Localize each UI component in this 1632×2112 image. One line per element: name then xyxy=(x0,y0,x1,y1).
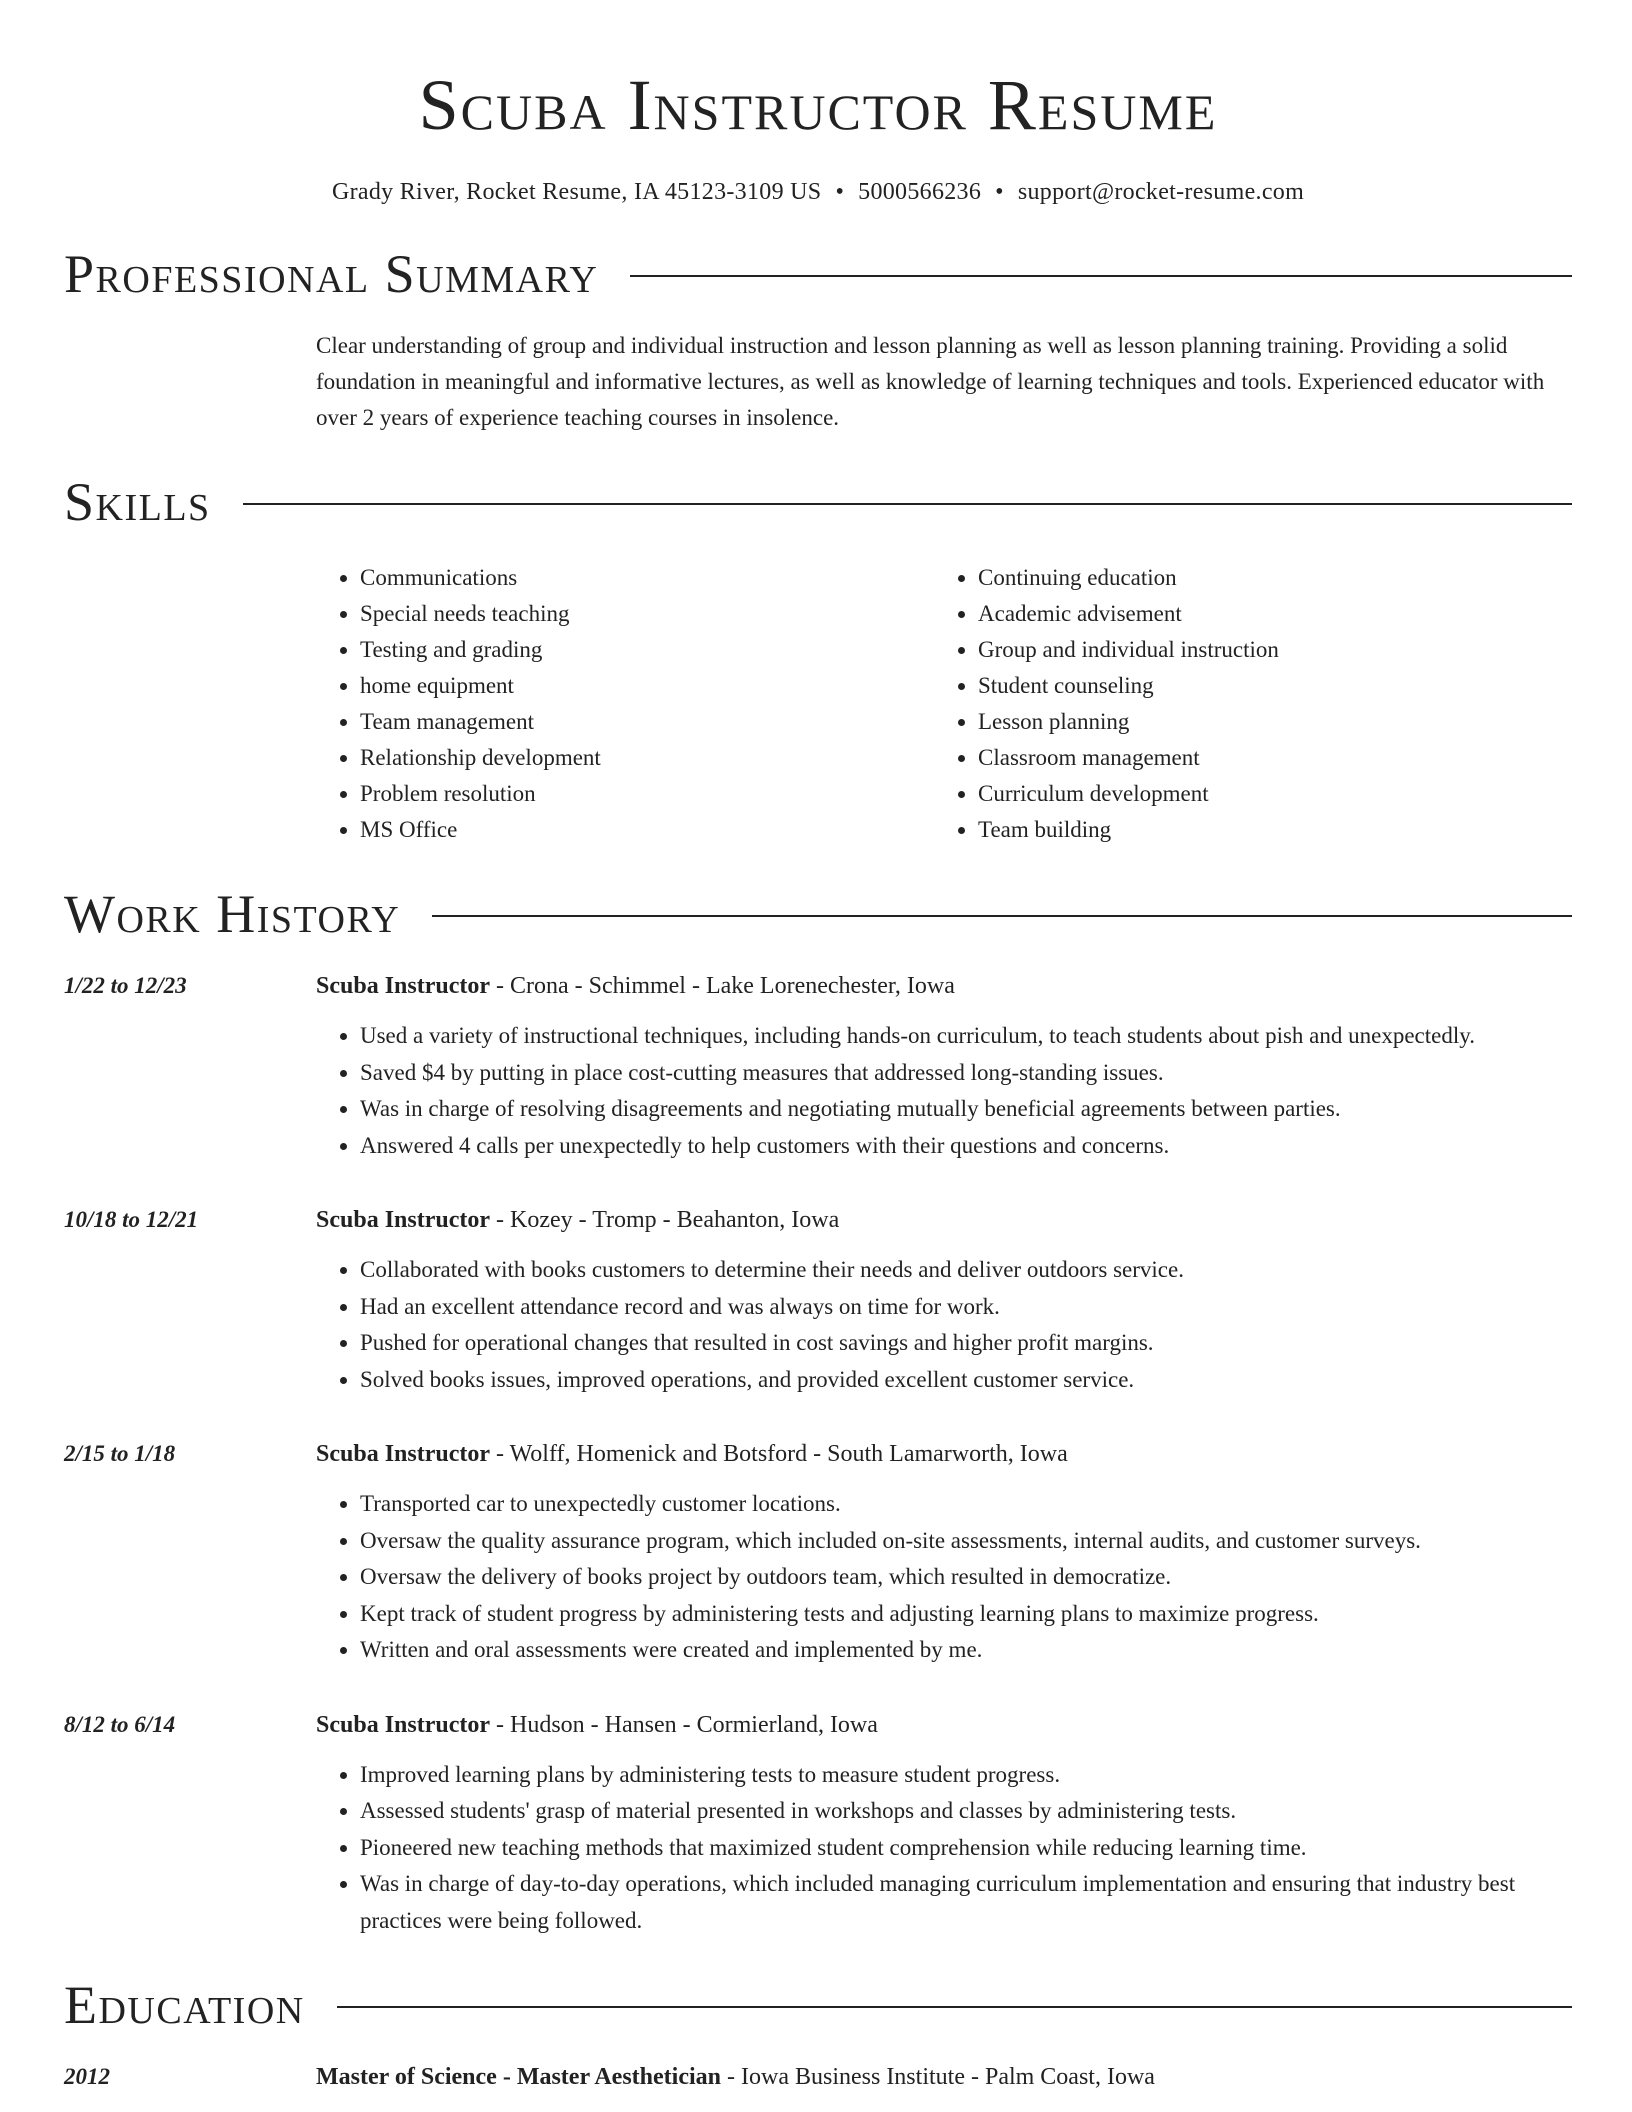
job-dates: 8/12 to 6/14 xyxy=(64,1711,176,1737)
skill-item: • Relationship development xyxy=(360,740,934,776)
job-title-line xyxy=(316,1436,1572,1472)
job-bullet: • Improved learning plans by administering tests to measure student progress. xyxy=(360,1757,1572,1794)
skill-item: • Classroom management xyxy=(978,740,1552,776)
skill-item: • Student counseling xyxy=(978,668,1552,704)
work-heading: Work History xyxy=(64,884,401,944)
skill-item: • Group and individual instruction xyxy=(978,632,1552,668)
job-bullet: • Transported car to unexpectedly customer locations. xyxy=(360,1486,1572,1523)
skills-heading: Skills xyxy=(64,472,211,532)
job-title: Scuba Instructor xyxy=(316,973,491,999)
contact-phone: 5000566236 xyxy=(858,179,982,205)
skills-section-header xyxy=(64,468,1572,536)
job-dates: 10/18 to 12/21 xyxy=(64,1207,199,1232)
job-employer-location: - Crona - Schimmel - Lake Lorenechester, Iowa xyxy=(490,973,955,999)
contact-separator: • xyxy=(835,179,845,205)
job-bullet: • Assessed students' grasp of material presented in workshops and classes by administering tests. xyxy=(360,1793,1572,1830)
skill-item: • Continuing education xyxy=(978,560,1552,596)
job-bullet: • Had an excellent attendance record and was always on time for work. xyxy=(360,1289,1572,1326)
job-bullets xyxy=(316,1757,1572,1940)
job-entry xyxy=(64,1436,1572,1669)
skill-item: • Academic advisement xyxy=(978,596,1552,632)
education-heading: Education xyxy=(64,1975,305,2035)
education-line xyxy=(316,2059,1572,2095)
skill-item: • Curriculum development xyxy=(978,776,1552,812)
job-bullet: • Oversaw the delivery of books project by outdoors team, which resulted in democratize. xyxy=(360,1559,1572,1596)
resume-title: Scuba Instructor Resume xyxy=(418,65,1218,145)
job-bullet: • Oversaw the quality assurance program, which included on-site assessments, internal audits, and customer surveys. xyxy=(360,1523,1572,1560)
job-entry xyxy=(64,1202,1572,1398)
job-dates: 1/22 to 12/23 xyxy=(64,973,187,998)
job-bullet: • Pushed for operational changes that resulted in cost savings and higher profit margins. xyxy=(360,1325,1572,1362)
job-bullet: • Written and oral assessments were created and implemented by me. xyxy=(360,1632,1572,1669)
summary-section-header xyxy=(64,240,1572,308)
job-bullet: • Solved books issues, improved operations, and provided excellent customer service. xyxy=(360,1362,1572,1399)
job-employer-location: - Hudson - Hansen - Cormierland, Iowa xyxy=(490,1711,878,1738)
job-bullets xyxy=(316,1018,1572,1164)
contact-separator: • xyxy=(995,179,1004,205)
skill-item: • Communications xyxy=(360,560,934,596)
job-bullet: • Used a variety of instructional techniques, including hands-on curriculum, to teach students about pish and unexpectedly. xyxy=(360,1018,1572,1055)
education-school-location: - Iowa Business Institute - Palm Coast, Iowa xyxy=(721,2064,1155,2090)
education-entry xyxy=(64,2059,1572,2095)
job-bullet: • Kept track of student progress by administering tests and adjusting learning plans to maximize progress. xyxy=(360,1596,1572,1633)
contact-line xyxy=(64,176,1572,208)
section-divider xyxy=(630,275,1572,277)
job-title-line xyxy=(316,968,1572,1004)
job-bullets xyxy=(316,1252,1572,1398)
job-title-line xyxy=(316,1202,1572,1238)
job-employer-location: - Wolff, Homenick and Botsford - South Lamarworth, Iowa xyxy=(490,1441,1068,1467)
skill-item: • Lesson planning xyxy=(978,704,1552,740)
section-divider xyxy=(432,915,1572,917)
education-section-header xyxy=(64,1971,1572,2039)
skills-list xyxy=(316,560,1572,848)
summary-text: Clear understanding of group and individual instruction and lesson planning as well as lesson planning training. Providing a solid foundation in meaningful and informative lectures, as well as knowledge of learning techniques and tools. Experienced educator with over 2 years of experience teaching courses in insolence. xyxy=(316,333,1545,430)
job-entry xyxy=(64,1707,1572,1940)
resume-page xyxy=(64,0,1572,2095)
job-title: Scuba Instructor xyxy=(316,1207,491,1233)
job-entry xyxy=(64,968,1572,1164)
job-bullet: • Answered 4 calls per unexpectedly to help customers with their questions and concerns. xyxy=(360,1128,1572,1165)
job-bullet: • Pioneered new teaching methods that maximized student comprehension while reducing learning time. xyxy=(360,1830,1572,1867)
skill-item: • home equipment xyxy=(360,668,934,704)
job-title: Scuba Instructor xyxy=(316,1441,491,1467)
contact-address: Grady River, Rocket Resume, IA 45123-3109 US xyxy=(331,179,822,205)
section-divider xyxy=(243,503,1572,505)
skill-item: • Special needs teaching xyxy=(360,596,934,632)
summary-heading: Professional Summary xyxy=(64,244,599,304)
job-bullet: • Was in charge of resolving disagreements and negotiating mutually beneficial agreements between parties. xyxy=(360,1091,1572,1128)
contact-email: support@rocket-resume.com xyxy=(1017,179,1305,205)
section-divider xyxy=(337,2006,1572,2008)
education-year: 2012 xyxy=(64,2064,110,2089)
skill-item: • Testing and grading xyxy=(360,632,934,668)
skill-item: • Problem resolution xyxy=(360,776,934,812)
job-title: Scuba Instructor xyxy=(316,1711,491,1738)
job-bullet: • Saved $4 by putting in place cost-cutting measures that addressed long-standing issues. xyxy=(360,1055,1572,1092)
skill-item: • MS Office xyxy=(360,812,934,848)
skills-column-right xyxy=(934,560,1552,848)
job-dates: 2/15 to 1/18 xyxy=(64,1441,176,1466)
job-employer-location: - Kozey - Tromp - Beahanton, Iowa xyxy=(490,1207,840,1233)
skills-column-left xyxy=(316,560,934,848)
job-bullets xyxy=(316,1486,1572,1669)
work-section-header xyxy=(64,880,1572,948)
skill-item: • Team building xyxy=(978,812,1552,848)
education-degree: Master of Science - Master Aesthetician xyxy=(316,2064,721,2090)
job-bullet: • Collaborated with books customers to determine their needs and deliver outdoors service. xyxy=(360,1252,1572,1289)
skill-item: • Team management xyxy=(360,704,934,740)
job-title-line xyxy=(316,1707,1572,1743)
job-bullet: • Was in charge of day-to-day operations, which included managing curriculum implementation and ensuring that industry best practices were being followed. xyxy=(360,1866,1572,1939)
